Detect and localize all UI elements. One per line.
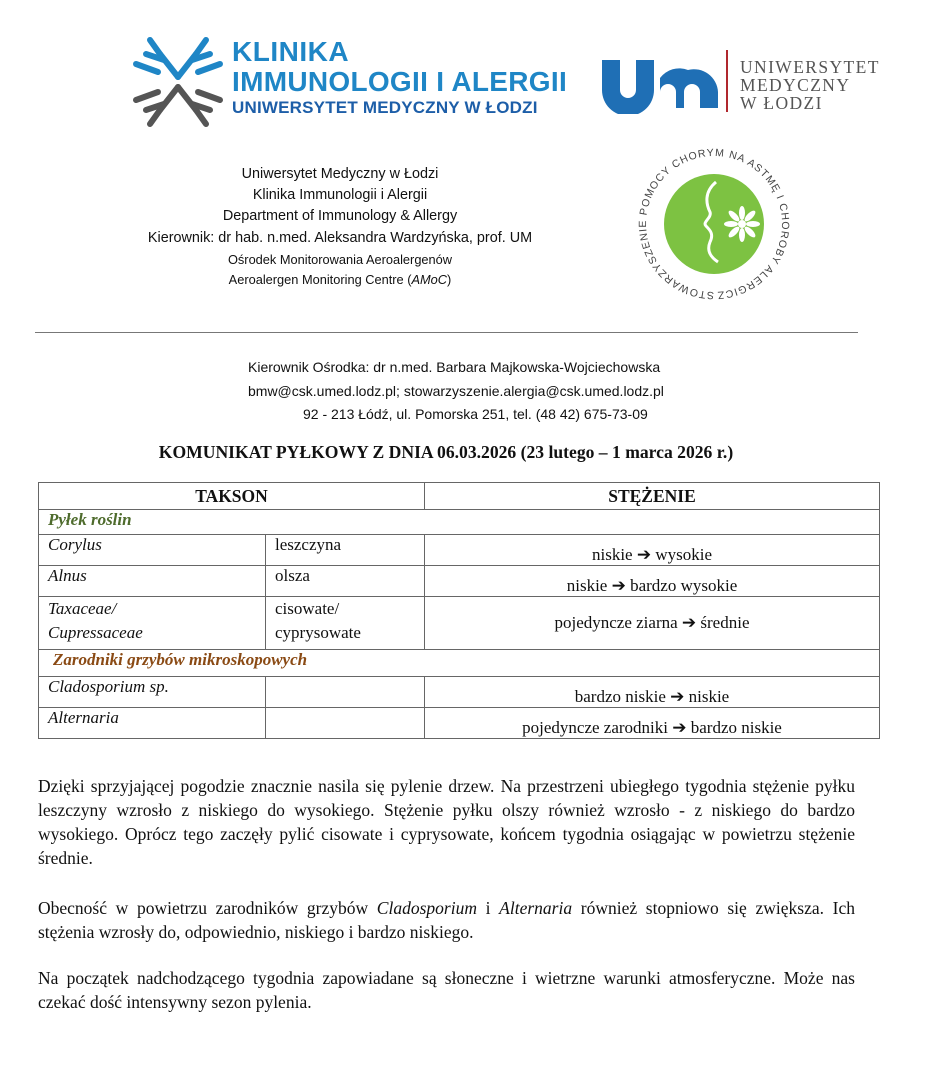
header-line6: Aeroalergen Monitoring Centre (AMoC) (228, 272, 452, 287)
taxon-latin: Corylus (39, 535, 266, 566)
association-logo-emblem-icon (634, 142, 794, 307)
header-line4: Kierownik: dr hab. n.med. Aleksandra Wardzyńska, prof. UM (147, 230, 533, 246)
group-plant-pollen: Pyłek roślin (39, 510, 880, 535)
concentration-level: niskie ➔ wysokie (425, 535, 880, 566)
clinic-logo-line1: KLINIKA (232, 36, 350, 67)
report-title: KOMUNIKAT PYŁKOWY Z DNIA 06.03.2026 (23 lutego – 1 marca 2026 r.) (158, 442, 734, 462)
header-line2: Klinika Immunologii i Alergii (252, 187, 428, 203)
pollen-table (38, 482, 880, 739)
university-logo-line1: UNIWERSYTET (740, 57, 880, 77)
concentration-level: bardzo niskie ➔ niskie (425, 677, 880, 708)
clinic-logo (128, 32, 568, 132)
contact-head: Kierownik Ośrodka: dr n.med. Barbara Majkowska-Wojciechowska (248, 359, 661, 375)
university-logo-line3: W ŁODZI (740, 93, 823, 113)
taxon-polish: olsza (266, 566, 425, 597)
paragraph-fungi: Obecność w powietrzu zarodników grzybów Cladosporium i Alternaria również stopniowo się zwiększa. Ich stężenia wzrosły do, odpowiednio, niskiego i bardzo niskiego. (38, 898, 855, 942)
contact-address: 92 - 213 Łódź, ul. Pomorska 251, tel. (48 42) 675-73-09 (303, 406, 648, 422)
taxon-polish (266, 677, 425, 708)
clinic-logo-symbol-icon (128, 32, 228, 132)
table-header-concentration: STĘŻENIE (425, 483, 880, 510)
taxon-latin: Cladosporium sp. (39, 677, 266, 708)
header-line5: Ośrodek Monitorowania Aeroalergenów (227, 252, 453, 267)
um-mark-icon (600, 54, 720, 114)
concentration-level: niskie ➔ bardzo wysokie (425, 566, 880, 597)
header-line3: Department of Immunology & Allergy (222, 208, 458, 224)
concentration-level: pojedyncze zarodniki ➔ bardzo niskie (425, 708, 880, 739)
table-header-row (39, 483, 880, 510)
university-logo-line2: MEDYCZNY (740, 75, 851, 95)
taxon-polish: leszczyna (266, 535, 425, 566)
header-divider (35, 332, 858, 333)
association-logo (634, 142, 794, 307)
paragraph-forecast: Na początek nadchodzącego tygodnia zapowiadane są słoneczne i wietrzne warunki atmosferyczne. Może nas czekać dość intensywny sezon pylenia. (38, 968, 855, 1012)
table-row (39, 597, 880, 650)
contact-emails: bmw@csk.umed.lodz.pl; stowarzyszenie.alergia@csk.umed.lodz.pl (248, 383, 664, 399)
table-row (39, 566, 880, 597)
table-group-row (39, 510, 880, 535)
association-logo-text: STOWARZYSZENIE POMOCY CHORYM NA ASTMĘ I CHOROBY ALERGICZ (637, 146, 792, 302)
clinic-logo-line2: IMMUNOLOGII I ALERGII (232, 66, 568, 97)
clinic-logo-line3: UNIWERSYTET MEDYCZNY W ŁODZI (232, 98, 538, 117)
concentration-level: pojedyncze ziarna ➔ średnie (425, 597, 880, 650)
header-line1: Uniwersytet Medyczny w Łodzi (241, 166, 439, 182)
paragraph-trees: Dzięki sprzyjającej pogodzie znacznie nasila się pylenie drzew. Na przestrzeni ubiegłego tygodnia stężenie pyłku leszczyny wzrosło z niskiego do wysokiego. Stężenie pyłku olszy również wzrosło - z niskiego do bardzo wysokiego. Oprócz tego zaczęły pylić cisowate i cyprysowate, końcem tygodnia osiągając w powietrzu stężenie średnie. (38, 776, 855, 868)
university-logo (600, 48, 910, 118)
taxon-latin: Taxaceae/ Cupressaceae (39, 597, 266, 650)
taxon-latin: Alnus (39, 566, 266, 597)
table-row (39, 535, 880, 566)
taxon-latin: Alternaria (39, 708, 266, 739)
group-fungal-spores: Zarodniki grzybów mikroskopowych (39, 650, 880, 677)
table-group-row (39, 650, 880, 677)
logo-divider (726, 50, 728, 112)
taxon-polish: cisowate/ cyprysowate (266, 597, 425, 650)
table-header-taxon: TAKSON (39, 483, 425, 510)
table-row (39, 677, 880, 708)
table-row (39, 708, 880, 739)
taxon-polish (266, 708, 425, 739)
